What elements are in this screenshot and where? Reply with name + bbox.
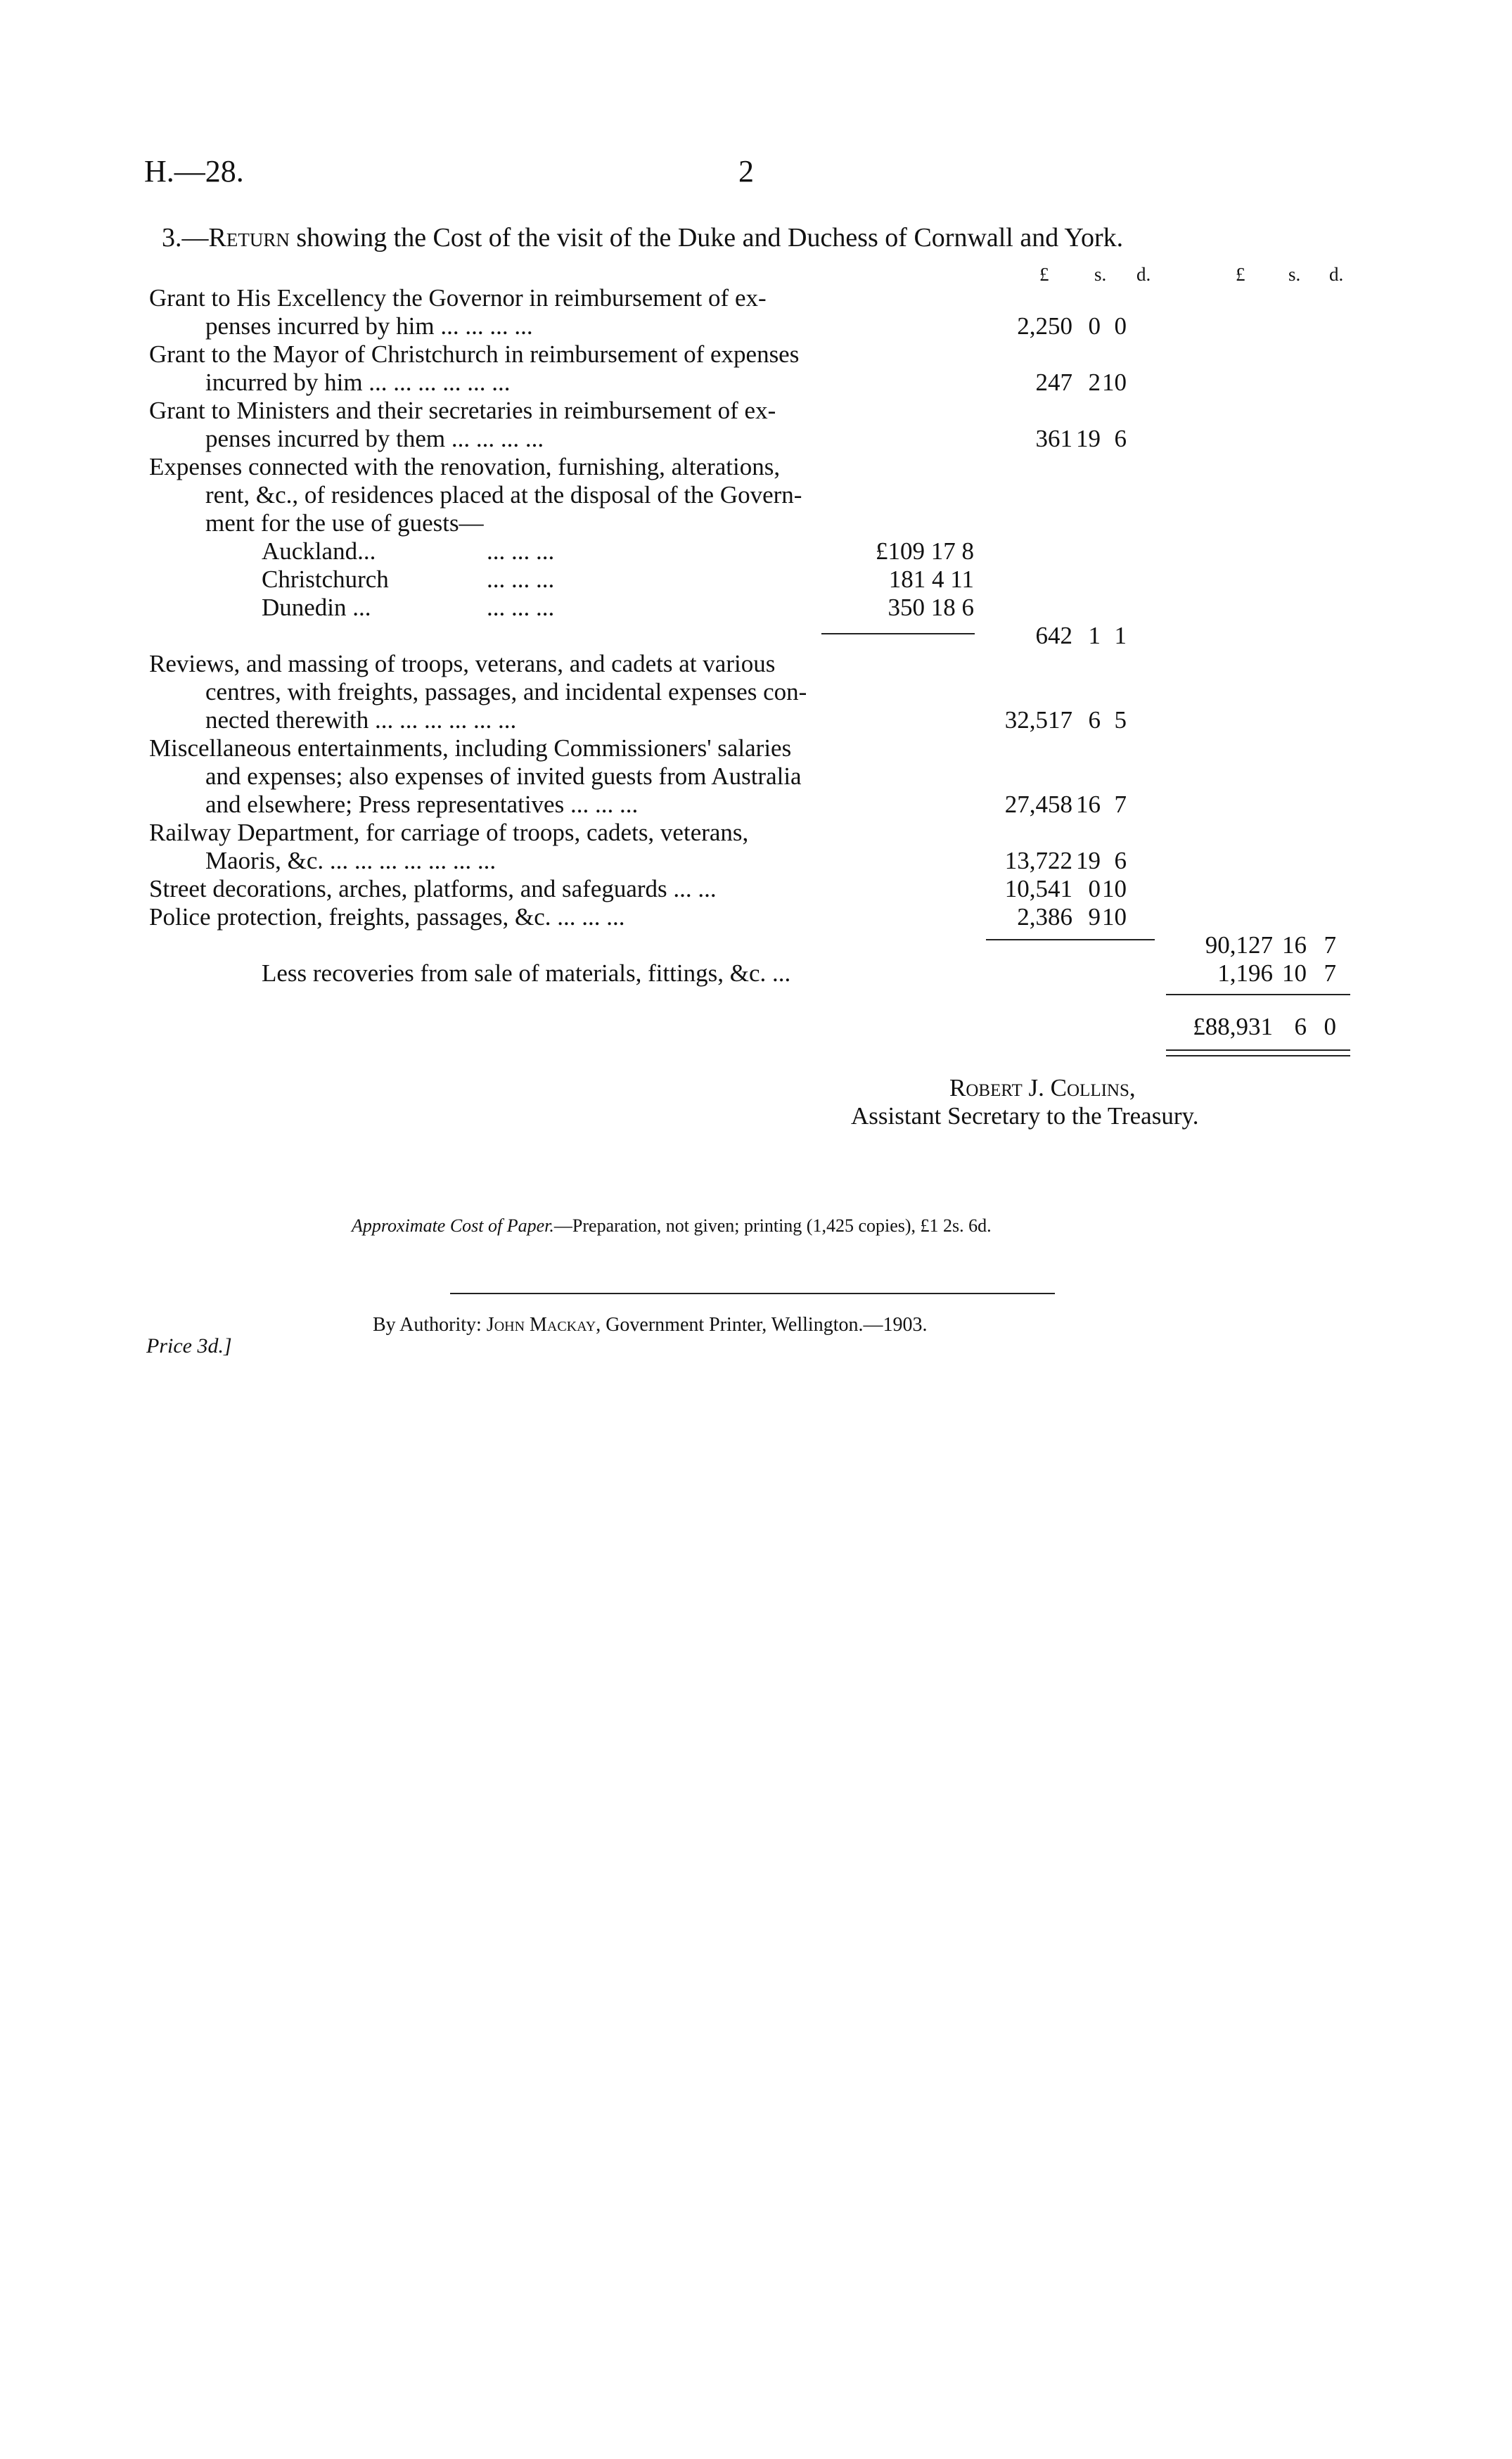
grand-total-pence: 0: [1324, 1013, 1336, 1040]
item-misc-shillings: 16: [1076, 791, 1101, 818]
col-head-pence-1: d.: [1136, 264, 1151, 285]
item-misc-pounds: 27,458: [1004, 791, 1072, 818]
guest-christchurch-amount: 181 4 11: [888, 566, 974, 593]
item-governor-pence: 0: [1114, 312, 1127, 340]
guest-auckland-amount: £109 17 8: [876, 537, 974, 565]
grand-total-rule-top: [1166, 994, 1350, 995]
item-street-pence: 10: [1102, 875, 1127, 902]
item-reviews-line-1: Reviews, and massing of troops, veterans, and cadets at various: [149, 650, 776, 677]
item-ministers-shillings: 19: [1076, 425, 1101, 452]
less-recoveries-pounds: 1,196: [1217, 959, 1273, 987]
item-residences-line-3: ment for the use of guests—: [205, 509, 484, 537]
less-recoveries-pence: 7: [1324, 959, 1336, 987]
item-street-line-1: Street decorations, arches, platforms, and safeguards ... ...: [149, 875, 717, 902]
item-ministers-line-1: Grant to Ministers and their secretaries in reimbursement of ex-: [149, 397, 776, 424]
subtotal-pence: 7: [1324, 931, 1336, 959]
subtotal-shillings: 16: [1282, 931, 1307, 959]
grand-total-double-rule-1: [1166, 1049, 1350, 1051]
cost-of-paper-label: Approximate Cost of Paper.: [352, 1215, 554, 1236]
col-head-shillings-1: s.: [1094, 264, 1107, 285]
item-railway-line-2: Maoris, &c. ... ... ... ... ... ... ...: [205, 847, 496, 874]
item-ministers-line-2: penses incurred by them ... ... ... ...: [205, 425, 544, 452]
price-label: Price 3d.]: [146, 1334, 232, 1358]
item-mayor-line-2: incurred by him ... ... ... ... ... ...: [205, 369, 511, 396]
item-residences-line-1: Expenses connected with the renovation, furnishing, alterations,: [149, 453, 781, 480]
item-railway-pounds: 13,722: [1004, 847, 1072, 874]
guests-total-shillings: 1: [1088, 622, 1101, 649]
item-governor-line-1: Grant to His Excellency the Governor in reimbursement of ex-: [149, 284, 767, 312]
item-governor-shillings: 0: [1088, 312, 1101, 340]
document-code: H.—28.: [144, 154, 244, 189]
item-street-pounds: 10,541: [1004, 875, 1072, 902]
title-prefix: 3.—: [162, 223, 209, 253]
item-mayor-line-1: Grant to the Mayor of Christchurch in reimbursement of expenses: [149, 340, 800, 368]
item-reviews-pence: 5: [1114, 706, 1127, 734]
signatory-title: Assistant Secretary to the Treasury.: [851, 1102, 1199, 1130]
item-residences-line-2: rent, &c., of residences placed at the disposal of the Govern-: [205, 481, 802, 509]
footer-rule: [450, 1293, 1055, 1294]
guests-total-pence: 1: [1114, 622, 1127, 649]
items-subtotal-rule: [986, 939, 1155, 940]
item-reviews-shillings: 6: [1088, 706, 1101, 734]
col-head-shillings-2: s.: [1288, 264, 1301, 285]
guest-auckland-dots: ... ... ...: [487, 537, 555, 565]
authority-prefix: By Authority:: [373, 1314, 487, 1336]
authority-suffix: , Government Printer, Wellington.—1903.: [596, 1314, 928, 1336]
title-rest: showing the Cost of the visit of the Duke and Duchess of Cornwall and York.: [289, 223, 1124, 253]
guest-christchurch-name: Christchurch: [262, 566, 389, 593]
item-governor-pounds: 2,250: [1017, 312, 1072, 340]
guest-dunedin-dots: ... ... ...: [487, 594, 555, 621]
cost-of-paper-note: [352, 1215, 992, 1237]
signatory-name: Robert J. Collins,: [949, 1074, 1136, 1101]
cost-of-paper-text: —Preparation, not given; printing (1,425 copies), £1 2s. 6d.: [553, 1215, 992, 1236]
item-misc-line-3: and elsewhere; Press representatives ... ... ...: [205, 791, 639, 818]
item-misc-line-1: Miscellaneous entertainments, including Commissioners' salaries: [149, 734, 792, 762]
title-return-word: Return: [208, 223, 290, 253]
item-railway-line-1: Railway Department, for carriage of troops, cadets, veterans,: [149, 819, 749, 846]
page-number: 2: [738, 154, 754, 189]
item-reviews-pounds: 32,517: [1004, 706, 1072, 734]
col-head-pounds-2: £: [1236, 264, 1245, 285]
item-police-shillings: 9: [1088, 903, 1101, 931]
item-reviews-line-3: nected therewith ... ... ... ... ... ...: [205, 706, 517, 734]
item-governor-line-2: penses incurred by him ... ... ... ...: [205, 312, 533, 340]
guests-total-pounds: 642: [1035, 622, 1072, 649]
item-police-line-1: Police protection, freights, passages, &c. ... ... ...: [149, 903, 625, 931]
return-title: [162, 224, 1123, 252]
col-head-pounds-1: £: [1039, 264, 1049, 285]
col-head-pence-2: d.: [1329, 264, 1344, 285]
item-misc-line-2: and expenses; also expenses of invited guests from Australia: [205, 762, 802, 790]
guest-dunedin-amount: 350 18 6: [888, 594, 974, 621]
less-recoveries-text: Less recoveries from sale of materials, fittings, &c. ...: [262, 959, 791, 987]
item-mayor-shillings: 2: [1088, 369, 1101, 396]
guests-subtotal-rule: [821, 633, 975, 634]
item-police-pence: 10: [1102, 903, 1127, 931]
grand-total-shillings: 6: [1294, 1013, 1307, 1040]
guest-dunedin-name: Dunedin ...: [262, 594, 371, 621]
item-mayor-pence: 10: [1102, 369, 1127, 396]
item-ministers-pence: 6: [1114, 425, 1127, 452]
grand-total-double-rule-2: [1166, 1055, 1350, 1056]
item-police-pounds: 2,386: [1017, 903, 1072, 931]
subtotal-pounds: 90,127: [1205, 931, 1273, 959]
printer-authority: [373, 1314, 927, 1336]
grand-total-pounds: £88,931: [1193, 1013, 1273, 1040]
item-mayor-pounds: 247: [1035, 369, 1072, 396]
guest-christchurch-dots: ... ... ...: [487, 566, 555, 593]
item-street-shillings: 0: [1088, 875, 1101, 902]
item-railway-pence: 6: [1114, 847, 1127, 874]
item-misc-pence: 7: [1114, 791, 1127, 818]
item-reviews-line-2: centres, with freights, passages, and incidental expenses con-: [205, 678, 807, 705]
guest-auckland-name: Auckland...: [262, 537, 376, 565]
printer-name: John Mackay: [486, 1314, 596, 1336]
item-railway-shillings: 19: [1076, 847, 1101, 874]
item-ministers-pounds: 361: [1035, 425, 1072, 452]
less-recoveries-shillings: 10: [1282, 959, 1307, 987]
